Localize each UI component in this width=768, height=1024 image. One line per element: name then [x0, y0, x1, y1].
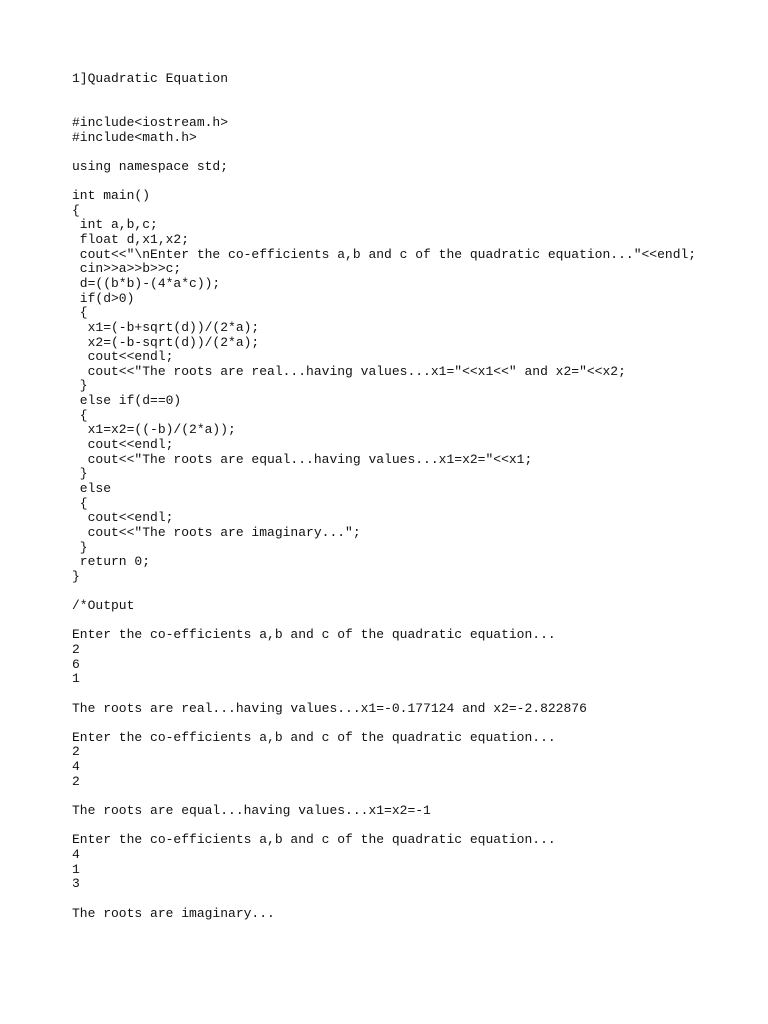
text-line: return 0;: [72, 554, 151, 570]
text-line: [72, 789, 762, 804]
text-line: [72, 175, 762, 190]
text-line: cout<<"The roots are imaginary...";: [72, 524, 361, 540]
text-line: 4: [72, 846, 80, 862]
text-line: }: [72, 568, 80, 584]
text-line: x2=(-b-sqrt(d))/(2*a);: [72, 334, 260, 350]
text-line: 1: [72, 671, 80, 687]
text-line: Enter the co-efficients a,b and c of the quadratic equation...: [72, 832, 556, 848]
text-line: 2: [72, 744, 80, 760]
text-line: }: [72, 539, 88, 555]
text-line: [72, 819, 762, 834]
text-line: [72, 687, 762, 702]
text-line: #include<iostream.h>: [72, 114, 229, 130]
text-line: d=((b*b)-(4*a*c));: [72, 275, 221, 291]
document-body: [72, 72, 762, 921]
text-line: cout<<"The roots are equal...having values...x1=x2="<<x1;: [72, 451, 533, 467]
text-line: cout<<"\nEnter the co-efficients a,b and c of the quadratic equation..."<<endl;: [72, 246, 697, 262]
text-line: {: [72, 202, 80, 218]
text-line: The roots are real...having values...x1=-0.177124 and x2=-2.822876: [72, 700, 587, 716]
text-line: x1=(-b+sqrt(d))/(2*a);: [72, 319, 260, 335]
text-line: Enter the co-efficients a,b and c of the quadratic equation...: [72, 729, 556, 745]
text-line: [72, 145, 762, 160]
text-line: cin>>a>>b>>c;: [72, 261, 182, 277]
text-line: if(d>0): [72, 290, 135, 306]
text-line: /*Output: [72, 598, 135, 614]
text-line: 4: [72, 759, 80, 775]
text-line: }: [72, 466, 88, 482]
text-line: 6: [72, 656, 80, 672]
text-line: [72, 892, 762, 907]
text-line: else if(d==0): [72, 393, 182, 409]
text-line: cout<<endl;: [72, 349, 174, 365]
text-line: 2: [72, 773, 80, 789]
text-line: }: [72, 378, 88, 394]
text-line: 1: [72, 861, 80, 877]
text-line: [72, 614, 762, 629]
text-line: cout<<"The roots are real...having values...x1="<<x1<<" and x2="<<x2;: [72, 363, 626, 379]
text-line: cout<<endl;: [72, 437, 174, 453]
text-line: #include<math.h>: [72, 129, 197, 145]
text-line: cout<<endl;: [72, 510, 174, 526]
code-listing: [72, 116, 762, 921]
text-line: float d,x1,x2;: [72, 232, 190, 248]
document-title: 1]Quadratic Equation: [72, 71, 229, 86]
text-line: x1=x2=((-b)/(2*a));: [72, 422, 236, 438]
text-line: [72, 584, 762, 599]
text-line: Enter the co-efficients a,b and c of the quadratic equation...: [72, 627, 556, 643]
text-line: 3: [72, 876, 80, 892]
text-line: {: [72, 495, 88, 511]
text-line: [72, 716, 762, 731]
text-line: {: [72, 305, 88, 321]
text-line: {: [72, 407, 88, 423]
text-line: 2: [72, 642, 80, 657]
text-line: using namespace std;: [72, 158, 229, 174]
text-line: int a,b,c;: [72, 217, 158, 233]
text-line: int main(): [72, 188, 151, 204]
text-line: The roots are equal...having values...x1=x2=-1: [72, 803, 431, 819]
text-line: else: [72, 480, 112, 496]
text-line: The roots are imaginary...: [72, 905, 275, 921]
